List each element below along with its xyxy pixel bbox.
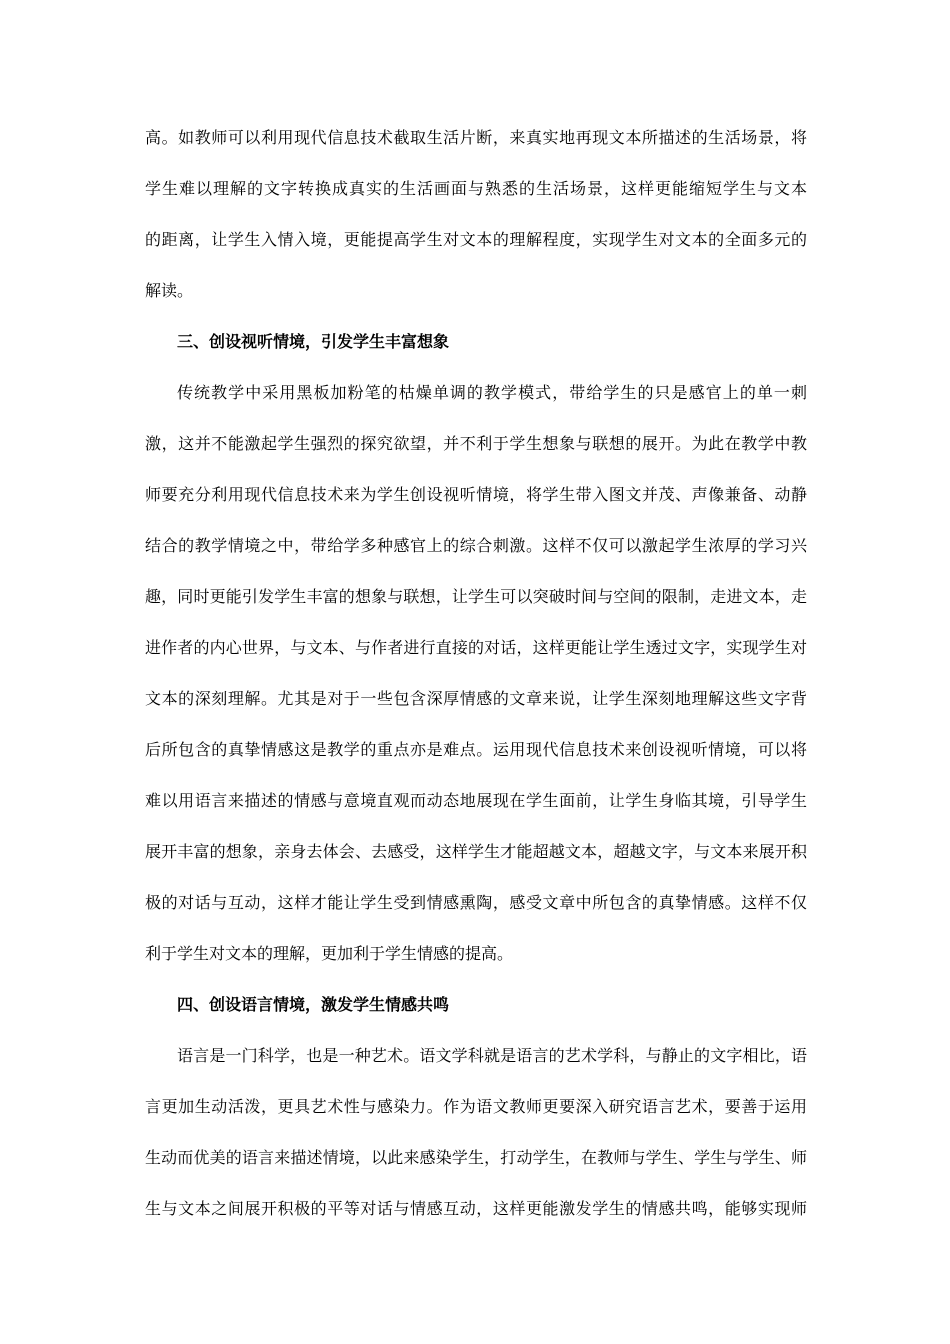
paragraph-line: 师要充分利用现代信息技术来为学生创设视听情境，将学生带入图文并茂、声像兼备、动静 — [145, 485, 807, 504]
paragraph-line: 结合的教学情境之中，带给学多种感官上的综合刺激。这样不仅可以激起学生浓厚的学习兴 — [145, 536, 807, 555]
section-heading-4: 四、创设语言情境，激发学生情感共鸣 — [177, 995, 450, 1014]
paragraph-line: 展开丰富的想象，亲身去体会、去感受，这样学生才能超越文本，超越文字，与文本来展开积 — [145, 842, 807, 861]
paragraph-line: 传统教学中采用黑板加粉笔的枯燥单调的教学模式，带给学生的只是感官上的单一刺 — [177, 383, 807, 402]
paragraph-line: 语言是一门科学，也是一种艺术。语文学科就是语言的艺术学科，与静止的文字相比，语 — [177, 1046, 807, 1065]
paragraph-line: 激，这并不能激起学生强烈的探究欲望，并不利于学生想象与联想的展开。为此在教学中教 — [145, 434, 807, 453]
paragraph-line: 极的对话与互动，这样才能让学生受到情感熏陶，感受文章中所包含的真挚情感。这样不仅 — [145, 893, 807, 912]
paragraph-1 — [145, 124, 807, 328]
document-body — [145, 124, 807, 1246]
paragraph-line: 难以用语言来描述的情感与意境直观而动态地展现在学生面前，让学生身临其境，引导学生 — [145, 791, 807, 810]
paragraph-line: 解读。 — [145, 281, 194, 300]
paragraph-line: 趣，同时更能引发学生丰富的想象与联想，让学生可以突破时间与空间的限制，走进文本，走 — [145, 587, 807, 606]
paragraph-2 — [145, 379, 807, 991]
paragraph-line: 利于学生对文本的理解，更加利于学生情感的提高。 — [145, 944, 514, 963]
section-heading-3: 三、创设视听情境，引发学生丰富想象 — [177, 332, 450, 351]
paragraph-line: 文本的深刻理解。尤其是对于一些包含深厚情感的文章来说，让学生深刻地理解这些文字背 — [145, 689, 807, 708]
paragraph-line: 高。如教师可以利用现代信息技术截取生活片断，来真实地再现文本所描述的生活场景，将 — [145, 128, 807, 147]
paragraph-line: 言更加生动活泼，更具艺术性与感染力。作为语文教师更要深入研究语言艺术，要善于运用 — [145, 1097, 807, 1116]
paragraph-3 — [145, 1042, 807, 1246]
paragraph-line: 生与文本之间展开积极的平等对话与情感互动，这样更能激发学生的情感共鸣，能够实现师 — [145, 1199, 807, 1218]
paragraph-line: 学生难以理解的文字转换成真实的生活画面与熟悉的生活场景，这样更能缩短学生与文本 — [145, 179, 807, 198]
paragraph-line: 生动而优美的语言来描述情境，以此来感染学生，打动学生，在教师与学生、学生与学生、师 — [145, 1148, 807, 1167]
paragraph-line: 的距离，让学生入情入境，更能提高学生对文本的理解程度，实现学生对文本的全面多元的 — [145, 230, 807, 249]
paragraph-line: 后所包含的真挚情感这是教学的重点亦是难点。运用现代信息技术来创设视听情境，可以将 — [145, 740, 807, 759]
paragraph-line: 进作者的内心世界，与文本、与作者进行直接的对话，这样更能让学生透过文字，实现学生对 — [145, 638, 807, 657]
